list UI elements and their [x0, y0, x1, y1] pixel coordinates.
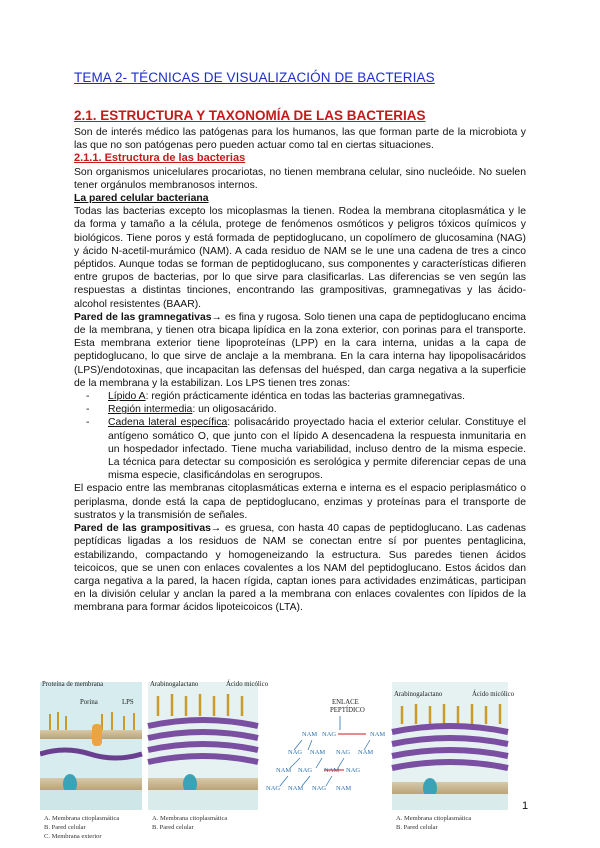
lps-zone-list — [74, 390, 526, 482]
nag-residue: NAG — [312, 785, 327, 792]
cell-wall-heading: La pared celular bacteriana — [74, 193, 209, 205]
subsection-heading: 2.1.1. Estructura de las bacterias — [74, 152, 246, 165]
page-number: 1 — [522, 800, 529, 812]
nam-residue: NAM — [336, 785, 352, 792]
bond-label: PEPTÍDICO — [330, 707, 365, 714]
nam-residue: NAM — [276, 767, 292, 774]
nag-residue: NAG — [336, 749, 351, 756]
peptidoglycan-diagram — [266, 699, 385, 792]
list-item — [108, 416, 526, 482]
list-item-text: : un oligosacárido. — [192, 404, 277, 416]
gram-positive-figure — [392, 682, 515, 831]
figure-label: LPS — [122, 699, 134, 706]
figure-caption: B. Pared celular — [44, 824, 86, 831]
nam-residue: NAM — [288, 785, 304, 792]
list-item-text: : región prácticamente idéntica en todas las bacterias gramnegativas. — [145, 391, 465, 403]
list-item-term: Región intermedia — [108, 404, 193, 416]
figure-caption: A. Membrana citoplasmática — [152, 815, 228, 822]
gram-positive-label: Pared de las grampositivas — [74, 523, 211, 535]
figure-label: Ácido micólico — [226, 681, 269, 688]
nam-residue: NAM — [358, 749, 374, 756]
nam-residue: NAM — [310, 749, 326, 756]
cytoplasmic-membrane — [148, 778, 258, 790]
cytoplasmic-membrane — [40, 778, 142, 790]
gram-negative-figure — [40, 681, 142, 840]
porin-icon — [92, 724, 102, 746]
gram-positive-text: → es gruesa, con hasta 40 capas de peptidoglucano. Las cadenas peptídicas ligadas a los residuos de NAM se conectan entre sí por puentes pentaglicina, estabilizando, compactando y homogeneizando la estructura. Sus paredes tienen ácidos teicoicos, que se unen con enlaces covalentes a los NAM del peptidoglucano. Estos ácidos dan carga negativa a la pared, la hacen rígida, captan iones para actividades enzimáticas, participan en la división celular y anclan la pared a la membrana con enlaces covalentes con lípidos de la membrana para formar ácidos lipoteicoicos (LTA). — [74, 523, 526, 614]
figure-label: Ácido micólico — [472, 691, 515, 698]
nam-residue: NAM — [302, 731, 318, 738]
intro-paragraph: Son de interés médico las patógenas para los humanos, las que forman parte de la microbiota y las que no son patógenas pero pueden actuar como tal en ciertas situaciones. — [74, 127, 526, 152]
structure-paragraph: Son organismos unicelulares procariotas, no tienen membrana celular, sino nucleóide. No suelen tener orgánulos membranosos internos. — [74, 166, 526, 191]
figure-caption: B. Pared celular — [152, 824, 194, 831]
figure-label: Porina — [80, 699, 98, 706]
periplasm-paragraph: El espacio entre las membranas citoplasmáticas externa e interna es el espacio periplasmático o periplasma, donde está la capa de peptidoglucano, enzimas y proteínas para el transporte de sustratos y la transmisión de señales. — [74, 483, 526, 521]
nag-residue: NAG — [346, 767, 361, 774]
figure-caption: A. Membrana citoplasmática — [396, 815, 472, 822]
list-item-text: : polisacárido proyectado hacia el exterior celular. Constituye el antígeno somático O, que junto con el lípido A desencadena la respuesta inmunitaria en un hospedador infectado. Tiene mucha variabilidad, incluso dentro de la misma especie. La técnica para detectar su composición es serológica y permite diferenciar cepas de una misma especie, clasificándolas en serogrupos. — [108, 417, 526, 482]
main-text — [74, 126, 526, 615]
cell-wall-figures — [40, 674, 530, 842]
figure-label: Proteína de membrana — [42, 681, 104, 688]
gram-negative-paragraph — [74, 311, 526, 390]
gram-negative-label: Pared de las gramnegativas — [74, 311, 212, 323]
cytoplasmic-membrane — [392, 782, 508, 794]
nag-residue: NAG — [322, 731, 337, 738]
list-item-term: Cadena lateral específica — [108, 417, 228, 429]
acid-fast-figure — [148, 680, 269, 831]
nag-residue: NAG — [288, 749, 303, 756]
nag-residue: NAG — [298, 767, 313, 774]
figure-label: Arabinogalactano — [150, 681, 199, 688]
nam-residue: NAM — [370, 731, 386, 738]
nag-residue: NAG — [266, 785, 281, 792]
document-title: TEMA 2- TÉCNICAS DE VISUALIZACIÓN DE BACTERIAS — [74, 70, 435, 85]
figure-label: Arabinogalactano — [394, 691, 443, 698]
list-item-term: Lípido A — [108, 391, 146, 403]
nam-residue: NAM — [324, 767, 340, 774]
outer-membrane — [40, 730, 142, 739]
gram-negative-text: → es fina y rugosa. Solo tienen una capa de peptidoglucano encima de la membrana, y tienen otra bicapa lipídica en la zona exterior, con porinas para el transporte. Esta membrana exterior tiene lipoproteínas (LPP) en la cara interna, unidas a la capa de peptidoglucano, lo que sirve de anclaje a la membrana. En la cara interna hay lipopolisacáridos (LPS)/endotoxinas, que incapacitan las defensas del huésped, dan carga negativa a la superficie de la membrana y la estabilizan. Los LPS tienen tres zonas: — [74, 311, 527, 389]
cell-wall-paragraph: Todas las bacterias excepto los micoplasmas la tienen. Rodea la membrana citoplasmática y le da forma y tamaño a la célula, protege de fenómenos osmóticos y peligros tóxicos químicos y biológicos. Tiene poros y está formada de peptidoglucano, un copolímero de glucosamina (NAG) y ácido N-acetil-murámico (NAM). A cada residuo de NAM se le une una cadena de tres a cinco péptidos. Aunque todas se forman de peptidoglucano, sus componentes y características difieren entre grupos de bacterias, por lo que sirve para clasificarlas. Las diferencias se ven según las respuestas a distintas tinciones, encontrando las grampositivas, gramnegativas y las ácido-alcohol resistentes (BAAR). — [74, 206, 526, 310]
figure-caption: A. Membrana citoplasmática — [44, 815, 120, 822]
figure-caption: B. Pared celular — [396, 824, 438, 831]
figure-caption: C. Membrana exterior — [44, 833, 102, 840]
network-residues — [266, 731, 385, 792]
list-item — [108, 403, 526, 416]
list-item — [108, 390, 526, 403]
gram-positive-paragraph — [74, 522, 526, 614]
section-heading: 2.1. ESTRUCTURA Y TAXONOMÍA DE LAS BACTERIAS — [74, 108, 426, 123]
bond-label: ENLACE — [332, 699, 359, 706]
